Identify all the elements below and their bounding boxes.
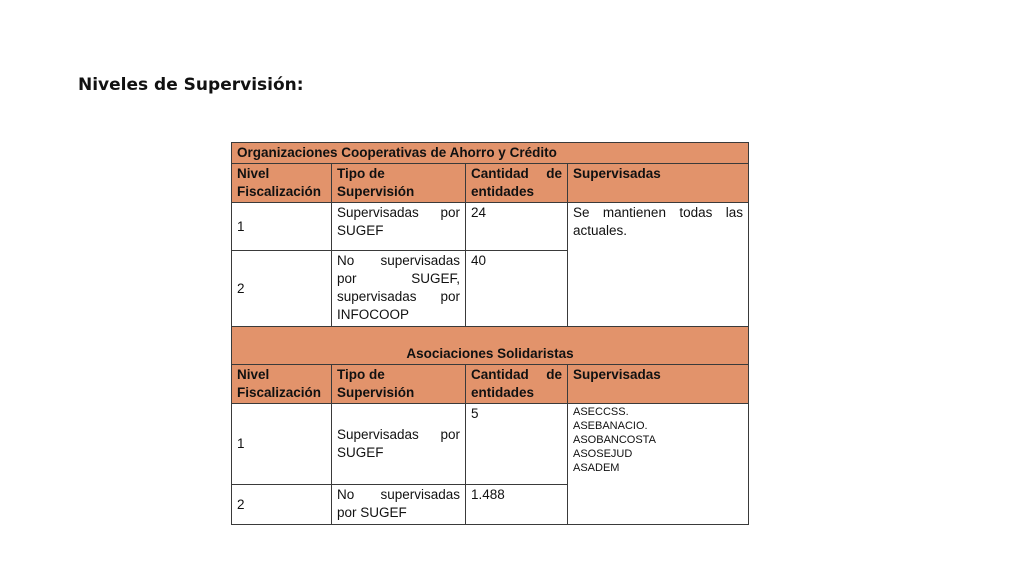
section-title-cooperativas: Organizaciones Cooperativas de Ahorro y Crédito	[232, 143, 749, 164]
header-supervisadas: Supervisadas	[568, 164, 749, 203]
cell-tipo: Supervisadas por SUGEF	[332, 203, 466, 251]
cell-cantidad: 5	[466, 404, 568, 485]
header-row	[232, 164, 749, 203]
cell-tipo: Supervisadas por SUGEF	[332, 404, 466, 485]
cell-cantidad: 24	[466, 203, 568, 251]
cell-tipo: No supervisadas por SUGEF	[332, 485, 466, 525]
cell-nivel: 2	[232, 485, 332, 525]
header-tipo: Tipo de Supervisión	[332, 365, 466, 404]
slide-title: Niveles de Supervisión:	[78, 75, 304, 95]
header-supervisadas: Supervisadas	[568, 365, 749, 404]
list-item: ASOBANCOSTA	[573, 434, 656, 446]
header-tipo: Tipo de Supervisión	[332, 164, 466, 203]
cell-cantidad: 40	[466, 251, 568, 327]
table-row	[232, 404, 749, 485]
header-row	[232, 365, 749, 404]
cell-nivel: 1	[232, 203, 332, 251]
cell-nivel: 1	[232, 404, 332, 485]
header-nivel: Nivel Fiscalización	[232, 365, 332, 404]
section-title-asociaciones: Asociaciones Solidaristas	[232, 327, 749, 365]
cell-supervisadas-list	[568, 404, 749, 525]
list-item: ASEBANACIO.	[573, 420, 648, 432]
header-cantidad: Cantidad de entidades	[466, 365, 568, 404]
supervision-table	[231, 142, 749, 525]
header-nivel: Nivel Fiscalización	[232, 164, 332, 203]
cell-supervisadas: Se mantienen todas las actuales.	[568, 203, 749, 327]
cell-cantidad: 1.488	[466, 485, 568, 525]
list-item: ASECCSS.	[573, 406, 629, 418]
list-item: ASOSEJUD	[573, 448, 633, 460]
list-item: ASADEM	[573, 462, 620, 474]
cell-nivel: 2	[232, 251, 332, 327]
table-row	[232, 203, 749, 251]
cell-tipo: No supervisadas por SUGEF, supervisadas por INFOCOOP	[332, 251, 466, 327]
header-cantidad: Cantidad de entidades	[466, 164, 568, 203]
